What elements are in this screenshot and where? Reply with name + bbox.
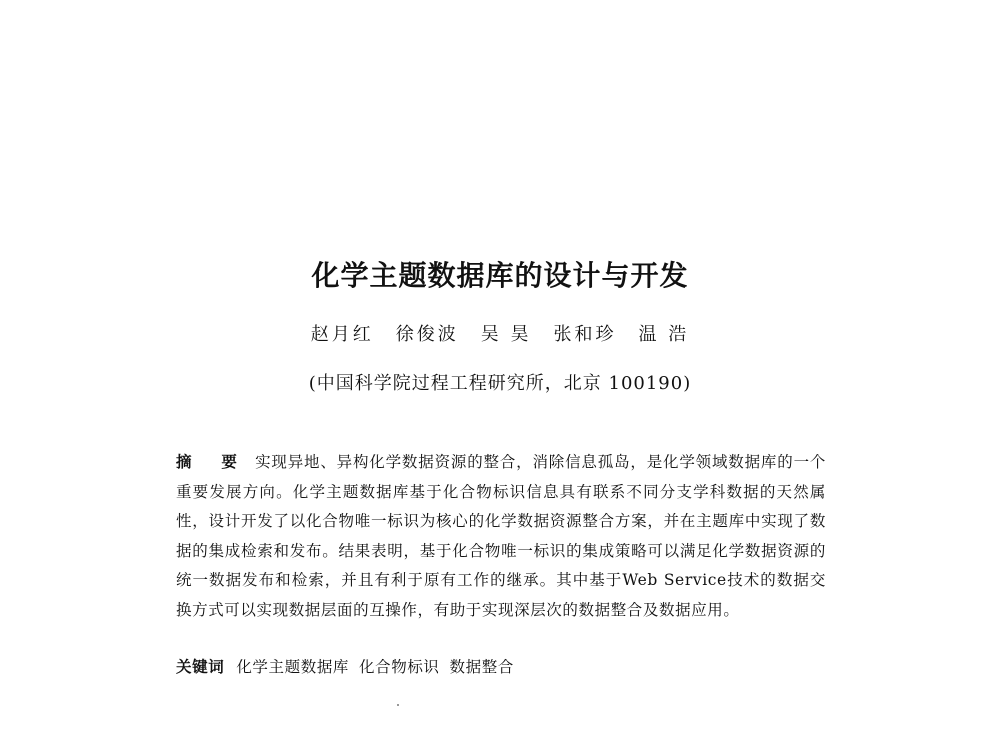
author-name: 吴 昊 [480,324,532,345]
author-list [0,320,1000,346]
abstract-label: 摘 要 [176,453,250,471]
abstract [176,448,826,625]
abstract-text: 实现异地、异构化学数据资源的整合，消除信息孤岛，是化学领域数据库的一个重要发展方向。化学主题数据库基于化合物标识信息具有联系不同分支学科数据的天然属性，设计开发了以化合物唯一标识为核心的化学数据资源整合方案，并在主题库中实现了数据的集成检索和发布。结果表明，基于化合物唯一标识的集成策略可以满足化学数据资源的统一数据发布和检索，并且有利于原有工作的继承。其中基于Web Service技术的数据交换方式可以实现数据层面的互操作，有助于实现深层次的数据整合及数据应用。 [176,453,826,619]
author-name: 温 浩 [638,324,690,345]
keyword: 化合物标识 [359,658,440,676]
scan-speck [397,704,399,706]
keywords-label: 关键词 [176,658,225,676]
keyword: 化学主题数据库 [236,658,350,676]
paper-title: 化学主题数据库的设计与开发 [311,259,689,292]
author-name: 张和珍 [553,324,617,345]
affiliation: (中国科学院过程工程研究所，北京 100190) [308,373,692,394]
keywords [176,654,826,680]
keyword: 数据整合 [449,658,514,676]
author-name: 徐俊波 [395,324,459,345]
author-name: 赵月红 [310,324,374,345]
